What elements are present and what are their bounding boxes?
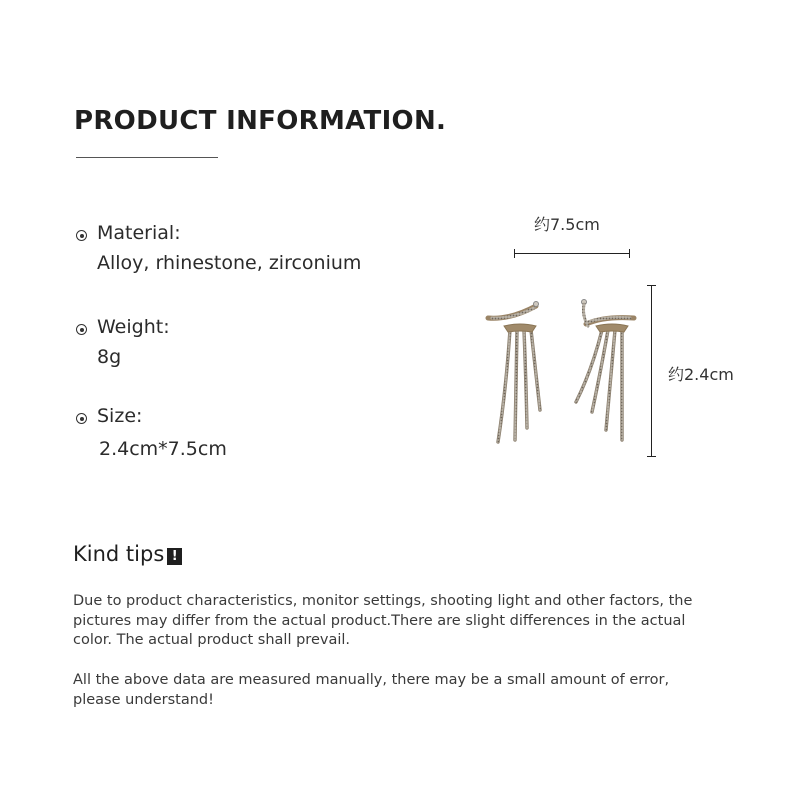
spec-value: Alloy, rhinestone, zirconium — [97, 252, 362, 274]
height-dimension-label: 约2.4cm — [668, 365, 734, 384]
spec-value: 8g — [97, 346, 122, 368]
title-underline — [76, 157, 218, 158]
tips-paragraph: Due to product characteristics, monitor settings, shooting light and other factors, the pictures may differ from the actual product.There are slight differences in the actual color. The actual product shall prevail. — [73, 593, 693, 648]
kind-tips-title: Kind tips — [73, 542, 165, 566]
width-dimension-line — [514, 253, 630, 254]
tips-paragraph: All the above data are measured manually, there may be a small amount of error, please understand! — [73, 672, 670, 708]
page-title: PRODUCT INFORMATION. — [74, 106, 447, 136]
spec-label: Material: — [97, 222, 181, 244]
spec-value: 2.4cm*7.5cm — [99, 438, 227, 460]
bullet-icon — [76, 413, 87, 424]
earrings-product-image — [470, 290, 650, 460]
spec-label: Weight: — [97, 316, 170, 338]
exclamation-icon: ! — [167, 548, 182, 565]
bullet-icon — [76, 230, 87, 241]
width-dimension-label: 约7.5cm — [534, 215, 600, 234]
left-earring — [488, 302, 540, 443]
kind-tips-heading — [73, 542, 182, 566]
height-dimension-line — [651, 285, 652, 457]
right-earring — [576, 300, 634, 441]
spec-label: Size: — [97, 405, 143, 427]
bullet-icon — [76, 324, 87, 335]
